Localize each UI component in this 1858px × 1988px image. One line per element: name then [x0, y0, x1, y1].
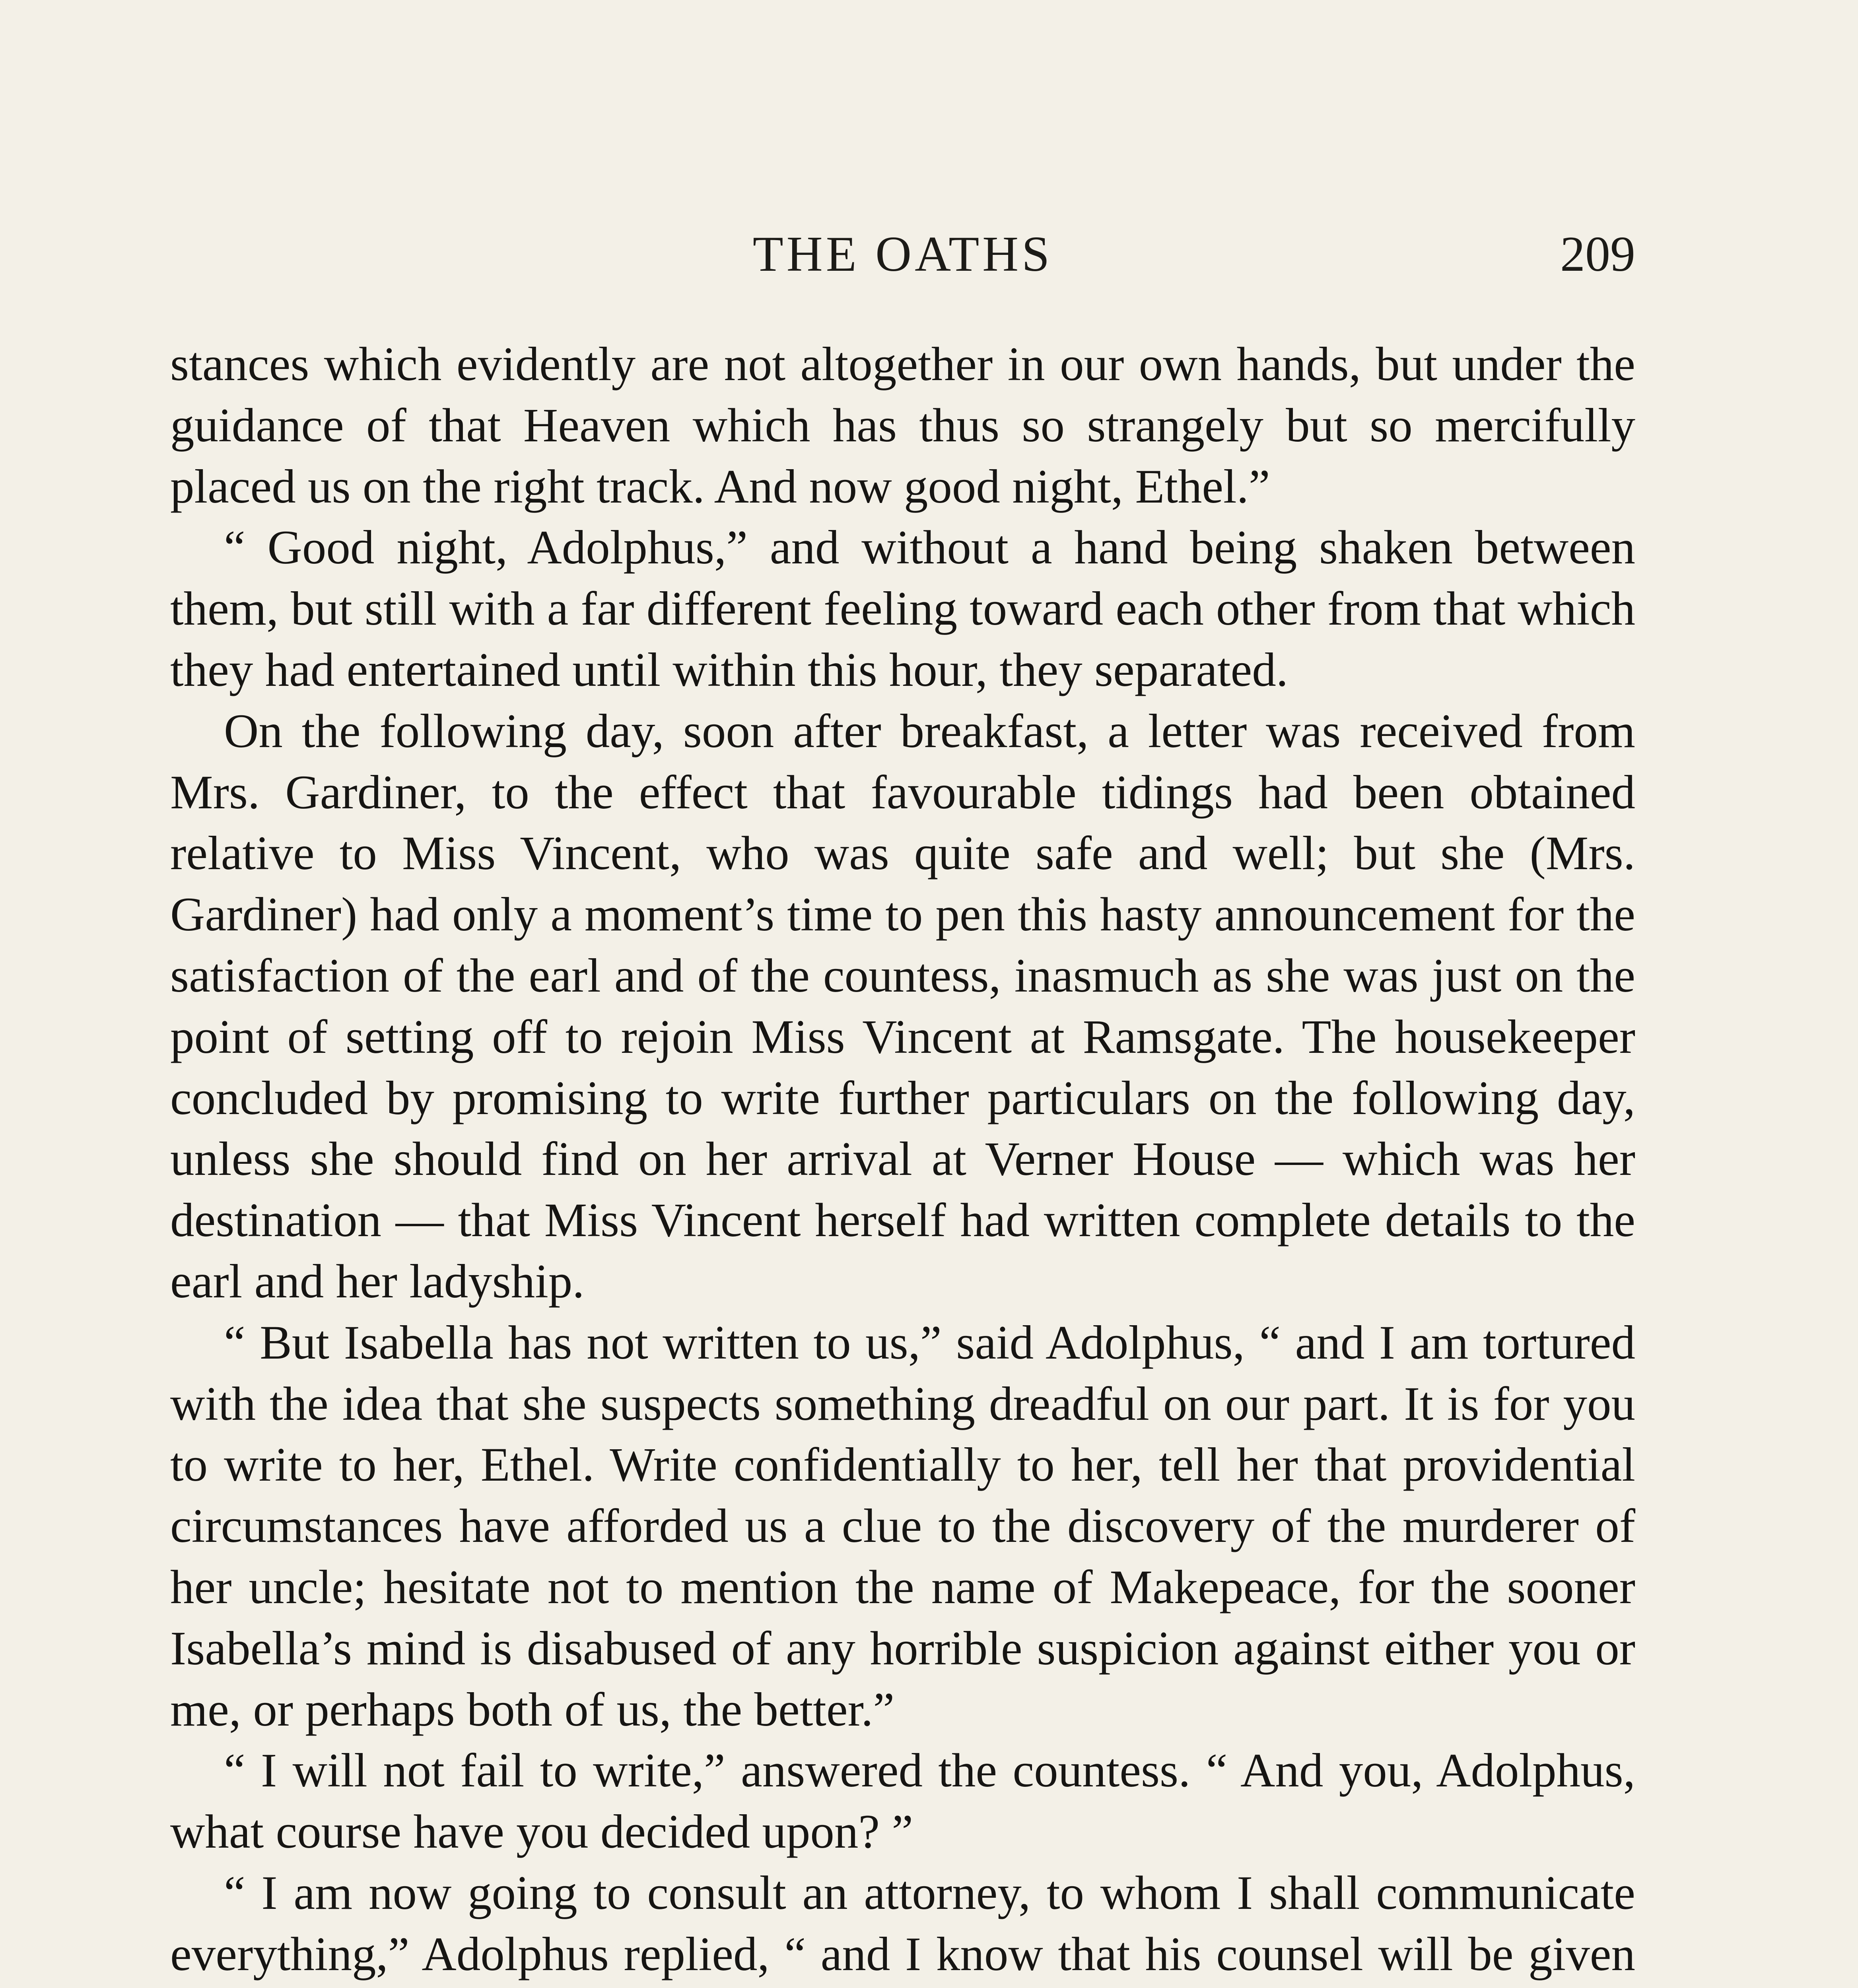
paragraph-5: “ I will not fail to write,” answered the countess. “ And you, Adolphus, what course have you decided upon? ” [170, 1744, 1635, 1859]
chapter-title: THE OATHS [752, 227, 1053, 282]
paragraph-6: “ I am now going to consult an attorney, to whom I shall communicate everything,” Adolphus replied, “ and I know that his counsel will be given [170, 1866, 1635, 1981]
page-number: 209 [1560, 227, 1635, 282]
paragraph-3: On the following day, soon after breakfast, a letter was received from Mrs. Gardiner, to the effect that favourable tidings had been obtained relative to Miss Vincent, who was quite safe and well; but she (Mrs. Gardiner) had only a moment’s time to pen this hasty announcement for the satisfaction of the earl and of the countess, inasmuch as she was just on the point of setting off to rejoin Miss Vincent at Ramsgate. The housekeeper concluded by promising to write further particulars on the following day, unless she should find on her arrival at Verner House — which was her destination — that Miss Vincent herself had written complete details to the earl and her ladyship. [170, 704, 1635, 1308]
paragraph-1: stances which evidently are not altogether in our own hands, but under the guidance of that Heaven which has thus so strangely but so mercifully placed us on the right track. And now good night, Ethel.” [170, 338, 1635, 513]
page-body [170, 334, 1635, 1988]
paragraph-2: “ Good night, Adolphus,” and without a hand being shaken between them, but still with a far different feeling toward each other from that which they had entertained until within this hour, they separated. [170, 521, 1635, 697]
running-head [170, 223, 1635, 286]
paragraph-4: “ But Isabella has not written to us,” said Adolphus, “ and I am tortured with the idea that she suspects something dreadful on our part. It is for you to write to her, Ethel. Write confidentially to her, tell her that providential circumstances have afforded us a clue to the discovery of the murderer of her uncle; hesitate not to mention the name of Makepeace, for the sooner Isabella’s mind is disabused of any horrible suspicion against either you or me, or perhaps both of us, the better.” [170, 1316, 1635, 1736]
